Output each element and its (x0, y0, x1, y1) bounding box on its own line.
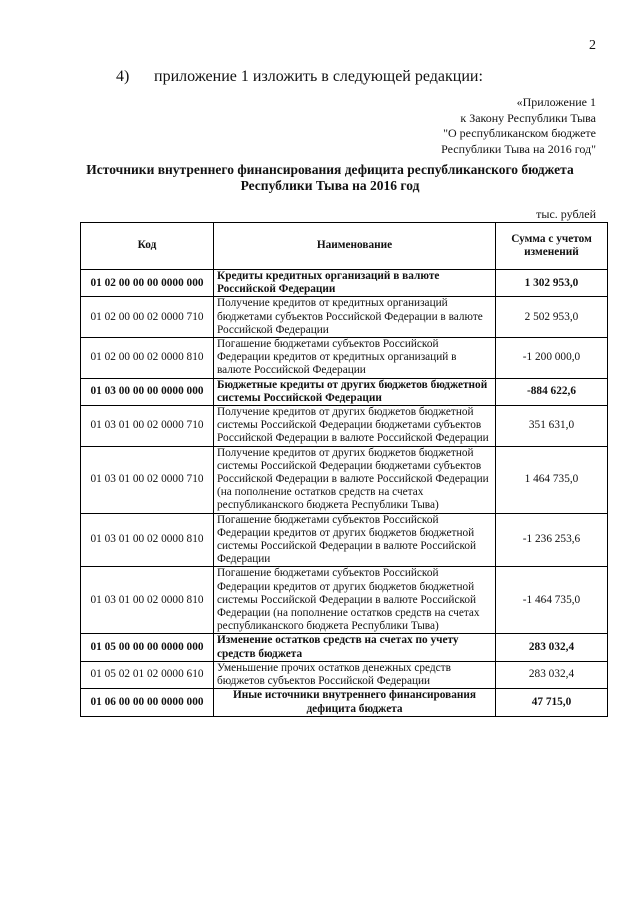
row-amount: 283 032,4 (496, 661, 608, 688)
row-amount: 1 464 735,0 (496, 446, 608, 513)
header-name: Наименование (214, 223, 496, 270)
page-number: 2 (589, 38, 596, 53)
table-row (81, 446, 608, 513)
row-code: 01 03 01 00 02 0000 710 (81, 406, 214, 447)
row-code: 01 02 00 00 00 0000 000 (81, 270, 214, 297)
table-row (81, 270, 608, 297)
instruction-number: 4) (116, 68, 130, 85)
row-amount: -1 200 000,0 (496, 338, 608, 379)
row-amount: 1 302 953,0 (496, 270, 608, 297)
row-code: 01 03 01 00 02 0000 810 (81, 513, 214, 567)
unit-label: тыс. рублей (536, 207, 596, 221)
row-name: Получение кредитов от других бюджетов бюджетной системы Российской Федерации бюджетами субъектов Российской Федерации в валюте Российской Федерации (на пополнение остатков средств на счетах республиканского бюджета Республики Тыва) (214, 446, 496, 513)
row-code: 01 03 01 00 02 0000 710 (81, 446, 214, 513)
table-row (81, 513, 608, 567)
table-row (81, 406, 608, 447)
row-name: Получение кредитов от других бюджетов бюджетной системы Российской Федерации бюджетами субъектов Российской Федерации в валюте Российской Федерации (214, 406, 496, 447)
table-row (81, 338, 608, 379)
row-name: Иные источники внутреннего финансирования дефицита бюджета (214, 689, 496, 716)
title-line: Республики Тыва на 2016 год (240, 178, 420, 193)
table-row (81, 634, 608, 661)
row-amount: 2 502 953,0 (496, 297, 608, 338)
amendment-instruction (116, 68, 483, 86)
document-title (60, 162, 600, 194)
row-name: Кредиты кредитных организаций в валюте Российской Федерации (214, 270, 496, 297)
row-amount: -1 464 735,0 (496, 567, 608, 634)
table-row (81, 567, 608, 634)
table-header-row (81, 223, 608, 270)
row-code: 01 03 00 00 00 0000 000 (81, 378, 214, 405)
instruction-text: приложение 1 изложить в следующей редакции: (154, 68, 483, 85)
row-code: 01 05 00 00 00 0000 000 (81, 634, 214, 661)
row-amount: -884 622,6 (496, 378, 608, 405)
table-row (81, 378, 608, 405)
row-name: Погашение бюджетами субъектов Российской Федерации кредитов от других бюджетов бюджетной системы Российской Федерации в валюте Российской Федерации (214, 513, 496, 567)
header-amount: Сумма с учетом изменений (496, 223, 608, 270)
header-code: Код (81, 223, 214, 270)
row-name: Погашение бюджетами субъектов Российской Федерации кредитов от кредитных организаций в валюте Российской Федерации (214, 338, 496, 379)
row-amount: -1 236 253,6 (496, 513, 608, 567)
table-row (81, 661, 608, 688)
appendix-line: «Приложение 1 (516, 95, 596, 109)
appendix-line: к Закону Республики Тыва (460, 110, 596, 125)
row-name: Получение кредитов от кредитных организаций бюджетами субъектов Российской Федерации в валюте Российской Федерации (214, 297, 496, 338)
row-amount: 47 715,0 (496, 689, 608, 716)
row-name: Погашение бюджетами субъектов Российской Федерации кредитов от других бюджетов бюджетной системы Российской Федерации в валюте Российской Федерации (на пополнение остатков средств на счетах республиканского бюджета Республики Тыва) (214, 567, 496, 634)
appendix-line: Республики Тыва на 2016 год" (441, 141, 596, 156)
row-code: 01 02 00 00 02 0000 810 (81, 338, 214, 379)
title-line: Источники внутреннего финансирования дефицита республиканского бюджета (86, 162, 574, 177)
row-name: Бюджетные кредиты от других бюджетов бюджетной системы Российской Федерации (214, 378, 496, 405)
appendix-reference (441, 95, 596, 157)
row-amount: 283 032,4 (496, 634, 608, 661)
table-row (81, 689, 608, 716)
financing-sources-table (80, 222, 608, 717)
row-code: 01 06 00 00 00 0000 000 (81, 689, 214, 716)
row-code: 01 03 01 00 02 0000 810 (81, 567, 214, 634)
row-code: 01 05 02 01 02 0000 610 (81, 661, 214, 688)
row-name: Уменьшение прочих остатков денежных средств бюджетов субъектов Российской Федерации (214, 661, 496, 688)
table-body (81, 270, 608, 717)
row-amount: 351 631,0 (496, 406, 608, 447)
row-code: 01 02 00 00 02 0000 710 (81, 297, 214, 338)
table-row (81, 297, 608, 338)
appendix-line: "О республиканском бюджете (443, 126, 596, 140)
row-name: Изменение остатков средств на счетах по учету средств бюджета (214, 634, 496, 661)
